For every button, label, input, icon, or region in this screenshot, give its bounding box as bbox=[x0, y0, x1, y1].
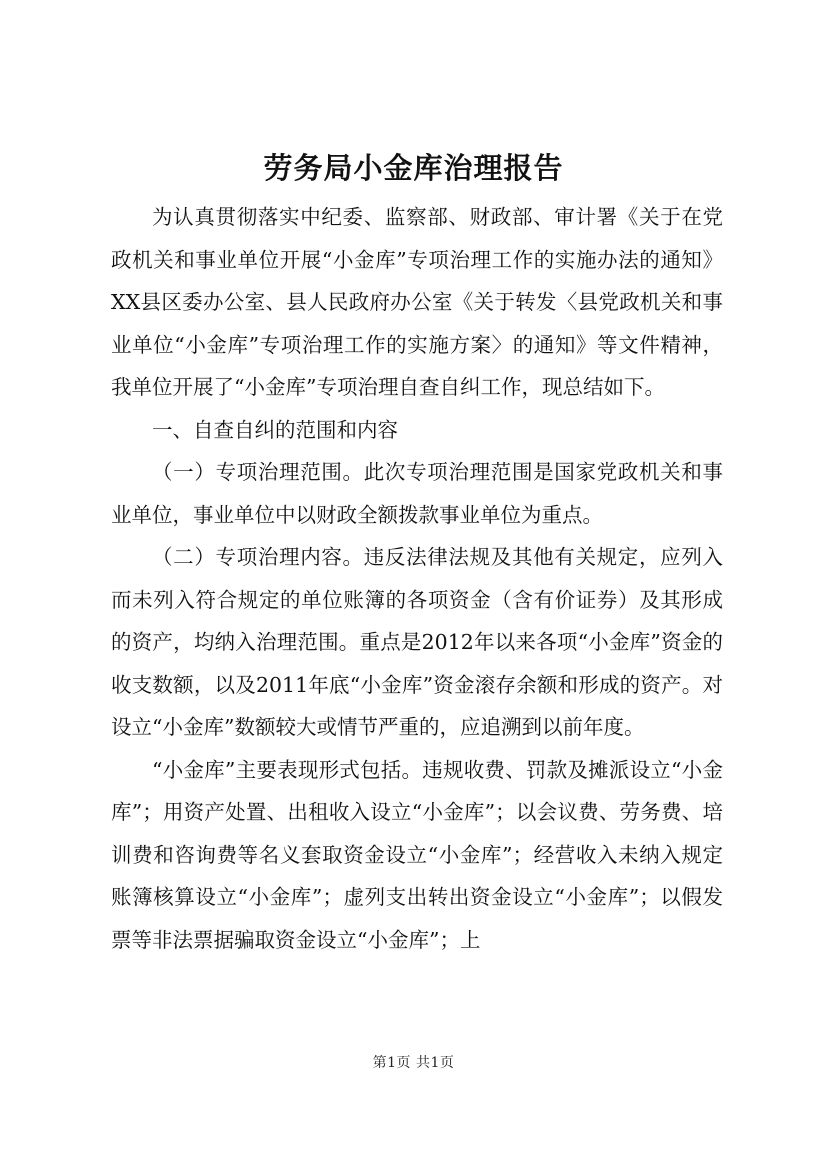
page-footer: 第1页 共1页 bbox=[372, 1055, 455, 1071]
paragraph-content: （二）专项治理内容。违反法律法规及其他有关规定，应列入而未列入符合规定的单位账簿的各项资金（含有价证券）及其形成的资产，均纳入治理范围。重点是2012年以来各项“小金库”资金的收支数额，以及2011年底“小金库”资金滚存余额和形成的资产。对设立“小金库”数额较大或情节严重的，应追溯到以前年度。 bbox=[111, 545, 723, 739]
paragraph-scope: （一）专项治理范围。此次专项治理范围是国家党政机关和事业单位，事业单位中以财政全额拨款事业单位为重点。 bbox=[111, 460, 723, 527]
paragraph-forms: “小金库”主要表现形式包括。违规收费、罚款及摊派设立“小金库”；用资产处置、出租收入设立“小金库”；以会议费、劳务费、培训费和咨询费等名义套取资金设立“小金库”；经营收入未纳入规定账簿核算设立“小金库”；虚列支出转出资金设立“小金库”；以假发票等非法票据骗取资金设立“小金库”；上 bbox=[111, 757, 723, 952]
document-title: 劳务局小金库治理报告 bbox=[263, 151, 564, 185]
section-heading-1: 一、自查自纠的范围和内容 bbox=[152, 417, 398, 442]
document-body bbox=[111, 196, 723, 961]
paragraph-intro: 为认真贯彻落实中纪委、监察部、财政部、审计署《关于在党政机关和事业单位开展“小金库”专项治理工作的实施办法的通知》XX县区委办公室、县人民政府办公室《关于转发〈县党政机关和事业单位“小金库”专项治理工作的实施方案〉的通知》等文件精神，我单位开展了“小金库”专项治理自查自纠工作，现总结如下。 bbox=[111, 205, 723, 399]
